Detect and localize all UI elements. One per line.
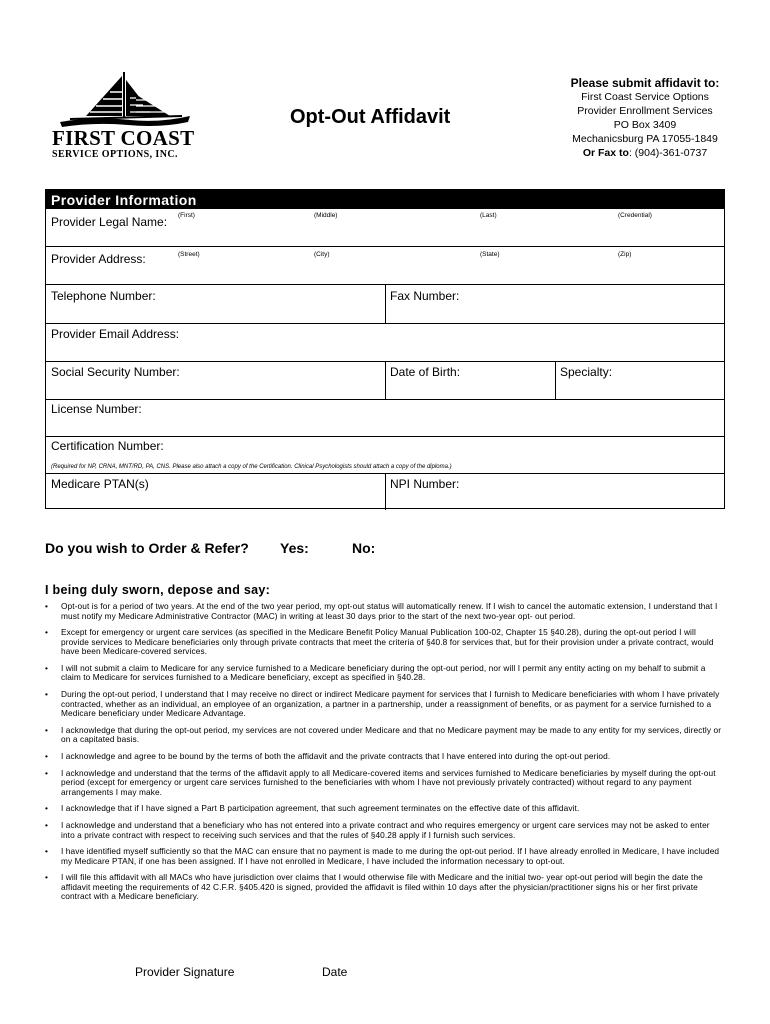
bullet: • xyxy=(45,750,49,761)
order-refer-question: Do you wish to Order & Refer? xyxy=(45,540,249,556)
submit-heading: Please submit affidavit to: xyxy=(570,76,720,90)
statement-text: I acknowledge that if I have signed a Part B participation agreement, that such agreement terminates on the effective date of this affidavit. xyxy=(61,803,580,814)
legal-name-label: Provider Legal Name: xyxy=(51,215,168,229)
statement-text: I acknowledge and understand that the terms of the affidavit apply to all Medicare-covered items and services furnished to Medicare beneficiaries by myself during the opt-out period (except for emergency or urgent care services furnished to the beneficiaries with whom I have not previously privately contracted) without regard to any payment arrangements I may make. xyxy=(61,767,716,797)
dob-label: Date of Birth: xyxy=(390,365,461,379)
address-line: PO Box 3409 xyxy=(613,119,677,131)
address-label: Provider Address: xyxy=(51,252,146,266)
city-hint: (City) xyxy=(314,251,330,258)
statement-text: I acknowledge and understand that a beneficiary who has not entered into a private contract and who requires emergency or urgent care services may not be asked to enter into a private contract with respect to receiving such services and that the rules of §40.28 apply if I furnish such services. xyxy=(61,820,710,840)
fax-line xyxy=(555,146,735,160)
statement-text: I will not submit a claim to Medicare for any service furnished to a Medicare beneficiary during the opt-out period, nor will I permit any entity acting on my behalf to submit a claim to Medicare for services furnished to a Medicare beneficiary, except as specified in §40.28. xyxy=(61,662,706,683)
fax-field[interactable] xyxy=(387,285,724,323)
email-label: Provider Email Address: xyxy=(51,327,180,341)
address-line: First Coast Service Options xyxy=(581,91,709,103)
ssn-field[interactable] xyxy=(46,362,384,399)
signature-field[interactable] xyxy=(130,940,305,962)
submit-address-block xyxy=(555,76,735,160)
dob-field[interactable] xyxy=(387,362,554,399)
statement-item xyxy=(45,804,725,814)
bullet: • xyxy=(45,803,49,814)
statement-item xyxy=(45,690,725,719)
bullet: • xyxy=(45,627,49,638)
bullet: • xyxy=(45,662,49,673)
state-hint: (State) xyxy=(480,251,500,258)
ptan-label: Medicare PTAN(s) xyxy=(51,477,149,491)
statement-text: I will file this affidavit with all MACs who have jurisdiction over claims that I would otherwise file with Medicare and the initial two- year opt-out period will begin the date the affidavit meeting the requirements of 42 C.F.R. §405.420 is signed, provided the affidavit is filed within 10 days after the physician/practitioner signs his or her first private contract with a Medicare beneficiary. xyxy=(61,872,703,902)
bullet: • xyxy=(45,724,49,735)
logo-subtitle: SERVICE OPTIONS, INC. xyxy=(52,149,178,160)
license-field[interactable] xyxy=(46,400,724,436)
ssn-label: Social Security Number: xyxy=(51,365,180,379)
npi-label: NPI Number: xyxy=(390,477,460,491)
statement-item xyxy=(45,752,725,762)
email-field[interactable] xyxy=(46,324,724,361)
first-name-hint: (First) xyxy=(178,212,195,219)
npi-field[interactable] xyxy=(387,474,724,508)
telephone-label: Telephone Number: xyxy=(51,289,156,303)
certification-label: Certification Number: xyxy=(51,439,164,453)
provider-signature-label: Provider Signature xyxy=(135,965,235,979)
statement-list xyxy=(45,602,725,909)
provider-information-form xyxy=(45,189,725,509)
statement-text: I acknowledge and agree to be bound by the terms of both the affidavit and the private contracts that I have entered into during the opt-out period. xyxy=(61,750,611,761)
statement-item xyxy=(45,847,725,866)
bullet: • xyxy=(45,601,49,611)
address-line: Mechanicsburg PA 17055-1849 xyxy=(572,133,718,145)
statement-text: I have identified myself sufficiently so that the MAC can ensure that no payment is made to me during the opt-out period. If I have already enrolled in Medicare, I have included my Medicare PTAN, if one has been assigned. If I have not enrolled in Medicare, I have included the information necessary to opt-out. xyxy=(61,846,720,866)
license-label: License Number: xyxy=(51,402,142,416)
section-title: Provider Information xyxy=(46,190,724,209)
address-field[interactable] xyxy=(176,247,724,284)
bullet: • xyxy=(45,689,49,700)
statement-text: Opt-out is for a period of two years. At the end of the two year period, my opt-out status will automatically renew. If I wish to cancel the automatic extension, I understand that I must notify my Medicare Administrative Contractor (MAC) in writing at least 30 days prior to the start of the next two-year opt- out period. xyxy=(61,601,718,621)
ptan-field[interactable] xyxy=(46,474,384,508)
certification-field[interactable] xyxy=(46,437,724,463)
middle-name-hint: (Middle) xyxy=(314,212,338,219)
statement-text: During the opt-out period, I understand that I may receive no direct or indirect Medicare payment for services that I furnish to Medicare beneficiaries with whom I have privately contracted, whether as an individual, an employee of an organization, a partner in a partnership, under a reassignment of benefits, or as payment for a service furnished to a Medicare beneficiary under Medicare Advantage. xyxy=(61,689,720,719)
legal-name-field[interactable] xyxy=(176,210,724,246)
fax-label: Fax Number: xyxy=(390,289,460,303)
telephone-field[interactable] xyxy=(46,285,384,323)
fax-heading: Or Fax to xyxy=(582,147,629,159)
statement-item xyxy=(45,769,725,798)
order-refer-yes[interactable]: Yes: xyxy=(280,540,309,556)
address-line: Provider Enrollment Services xyxy=(577,105,713,117)
last-name-hint: (Last) xyxy=(480,212,497,219)
zip-hint: (Zip) xyxy=(618,251,632,258)
statement-text: Except for emergency or urgent care services (as specified in the Medicare Benefit Policy Manual Publication 100-02, Chapter 15 §40.28), during the opt-out period I will provide services to Medicare beneficiaries only through private contracts that meet the criteria of §40.8 for services that, but for their provision under a private contract, would have been Medicare-covered services. xyxy=(61,627,714,657)
bullet: • xyxy=(45,767,49,778)
page-title: Opt-Out Affidavit xyxy=(290,106,451,128)
date-label: Date xyxy=(322,965,348,979)
statement-item xyxy=(45,726,725,745)
fax-number: : (904)-361-0737 xyxy=(628,147,708,159)
bullet: • xyxy=(45,872,49,883)
street-hint: (Street) xyxy=(178,251,200,258)
statement-item xyxy=(45,602,725,621)
order-refer-no[interactable]: No: xyxy=(352,540,376,556)
bullet: • xyxy=(45,846,49,857)
statement-item xyxy=(45,873,725,902)
statement-item xyxy=(45,628,725,657)
certification-note: (Required for NP, CRNA, MNT/RD, PA, CNS. Please also attach a copy of the Certification. Clinical Psychologists should attach a copy of the diploma.) xyxy=(51,464,452,470)
credential-hint: (Credential) xyxy=(618,212,652,219)
specialty-field[interactable] xyxy=(557,362,724,399)
bullet: • xyxy=(45,820,49,830)
sailboat-icon xyxy=(50,72,200,128)
statement-item xyxy=(45,664,725,683)
logo-name: FIRST COAST xyxy=(52,126,195,150)
specialty-label: Specialty: xyxy=(560,365,613,379)
company-logo xyxy=(50,72,200,162)
sworn-heading: I being duly sworn, depose and say: xyxy=(45,583,271,597)
statement-item xyxy=(45,821,725,840)
date-field[interactable] xyxy=(318,940,438,962)
statement-text: I acknowledge that during the opt-out period, my services are not covered under Medicare and that no Medicare payment may be made to any entity for my services, directly or on a capitated basis. xyxy=(61,724,722,745)
